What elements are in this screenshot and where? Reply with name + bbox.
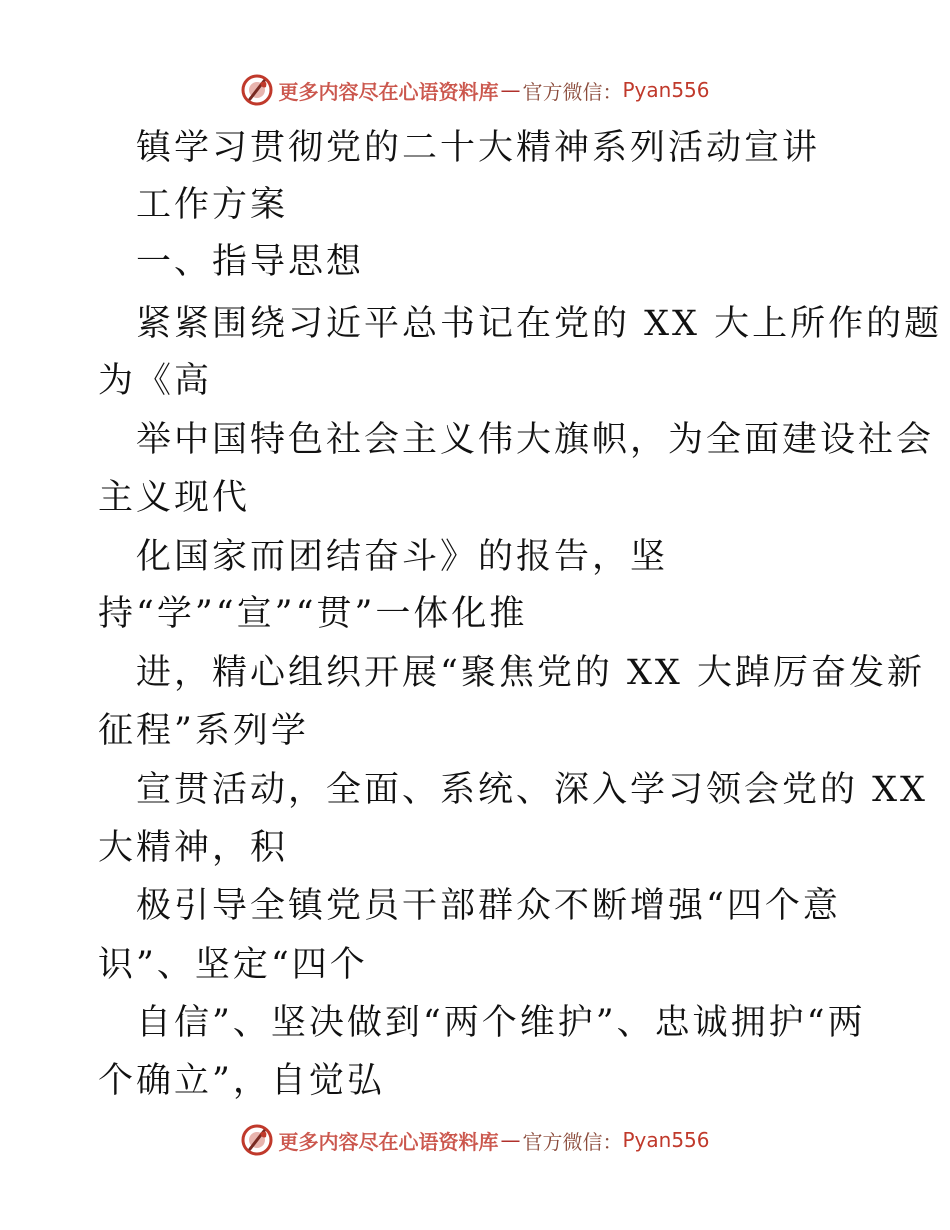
paragraph-line: 极引导全镇党员干部群众不断增强“四个意 [136, 886, 841, 926]
watermark-dash: — [500, 1128, 521, 1152]
paragraph-line: 为《高 [98, 361, 213, 401]
watermark-header [0, 70, 950, 110]
paragraph-line: 征程”系列学 [98, 711, 309, 751]
watermark-wechat-label: 官方微信： [522, 79, 623, 104]
paragraph-line: 化国家而团结奋斗》的报告，坚 [136, 537, 669, 577]
watermark-dash: — [500, 78, 521, 102]
watermark-wechat-id: Pyan556 [622, 78, 710, 102]
paragraph-line: 持“学”“宣”“贯”一体化推 [98, 594, 528, 634]
paragraph-line: 识”、坚定“四个 [98, 945, 368, 985]
paragraph-line: 宣贯活动，全面、系统、深入学习领会党的 XX [136, 770, 928, 810]
watermark-site-name: 更多内容尽在心语资料库 [278, 1129, 499, 1154]
section-heading: 一、指导思想 [136, 242, 365, 282]
document-title-line-2: 工作方案 [136, 185, 289, 225]
paragraph-line: 紧紧围绕习近平总书记在党的 XX 大上所作的题 [136, 304, 943, 344]
feather-logo-icon [240, 1123, 274, 1157]
watermark-wechat-label: 官方微信： [522, 1129, 623, 1154]
paragraph-line: 自信”、坚决做到“两个维护”、忠诚拥护“两 [136, 1003, 866, 1043]
feather-logo-icon [240, 73, 274, 107]
paragraph-line: 举中国特色社会主义伟大旗帜，为全面建设社会 [136, 420, 935, 460]
paragraph-line: 个确立”，自觉弘 [98, 1061, 385, 1101]
watermark-footer [0, 1120, 950, 1160]
watermark-wechat-id: Pyan556 [622, 1128, 710, 1152]
document-title-line-1: 镇学习贯彻党的二十大精神系列活动宣讲 [136, 128, 821, 168]
paragraph-line: 主义现代 [98, 478, 251, 518]
watermark-site-name: 更多内容尽在心语资料库 [278, 79, 499, 104]
paragraph-line: 进，精心组织开展“聚焦党的 XX 大踔厉奋发新 [136, 653, 925, 693]
paragraph-line: 大精神，积 [98, 828, 289, 868]
